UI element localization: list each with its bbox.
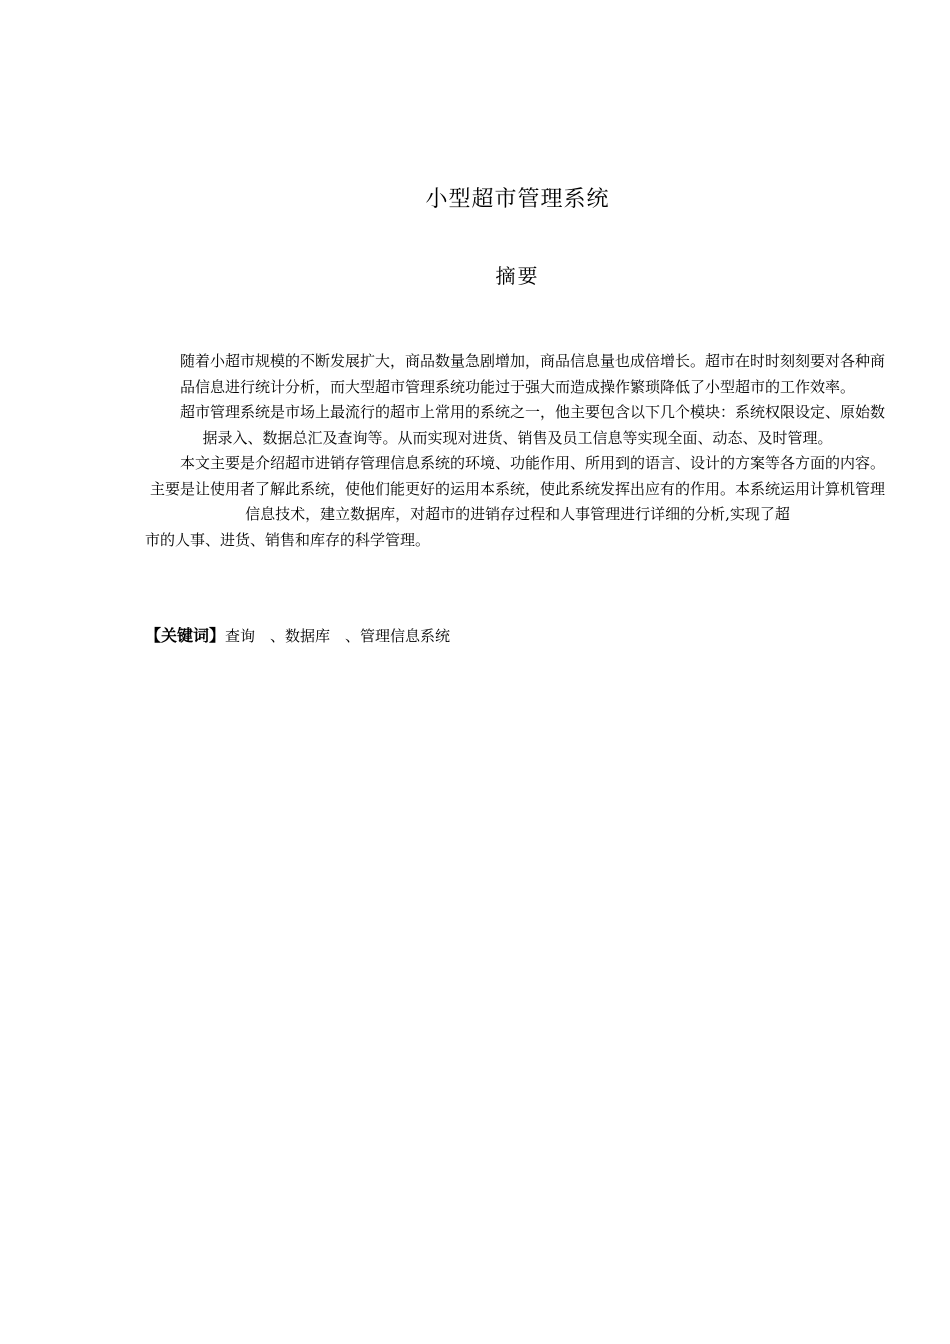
keywords-label: 【关键词】: [145, 626, 226, 645]
abstract-paragraph-2: 超市管理系统是市场上最流行的超市上常用的系统之一，他主要包含以下几个模块：系统权限设定、原始数据录入、数据总汇及查询等。从而实现对进货、销售及员工信息等实现全面、动态、及时管理。: [179, 403, 885, 447]
abstract-heading: 摘要: [495, 264, 540, 288]
abstract-continuation: 市的人事、进货、销售和库存的科学管理。: [145, 530, 431, 549]
keywords-list: 查询 、数据库 、管理信息系统: [225, 627, 451, 645]
abstract-body: [145, 349, 890, 553]
abstract-paragraph-1: 随着小超市规模的不断发展扩大，商品数量急剧增加，商品信息量也成倍增长。超市在时时刻刻要对各种商品信息进行统计分析，而大型超市管理系统功能过于强大而造成操作繁琐降低了小型超市的工作效率。: [179, 352, 885, 396]
abstract-paragraph-3: 本文主要是介绍超市进销存管理信息系统的环境、功能作用、所用到的语言、设计的方案等各方面的内容。主要是让使用者了解此系统，使他们能更好的运用本系统，使此系统发挥出应有的作用。本系统运用计算机管理信息技术，建立数据库，对超市的进销存过程和人事管理进行详细的分析,实现了超: [149, 454, 885, 523]
keywords-line: [145, 623, 890, 649]
document-title: 小型超市管理系统: [425, 187, 610, 212]
